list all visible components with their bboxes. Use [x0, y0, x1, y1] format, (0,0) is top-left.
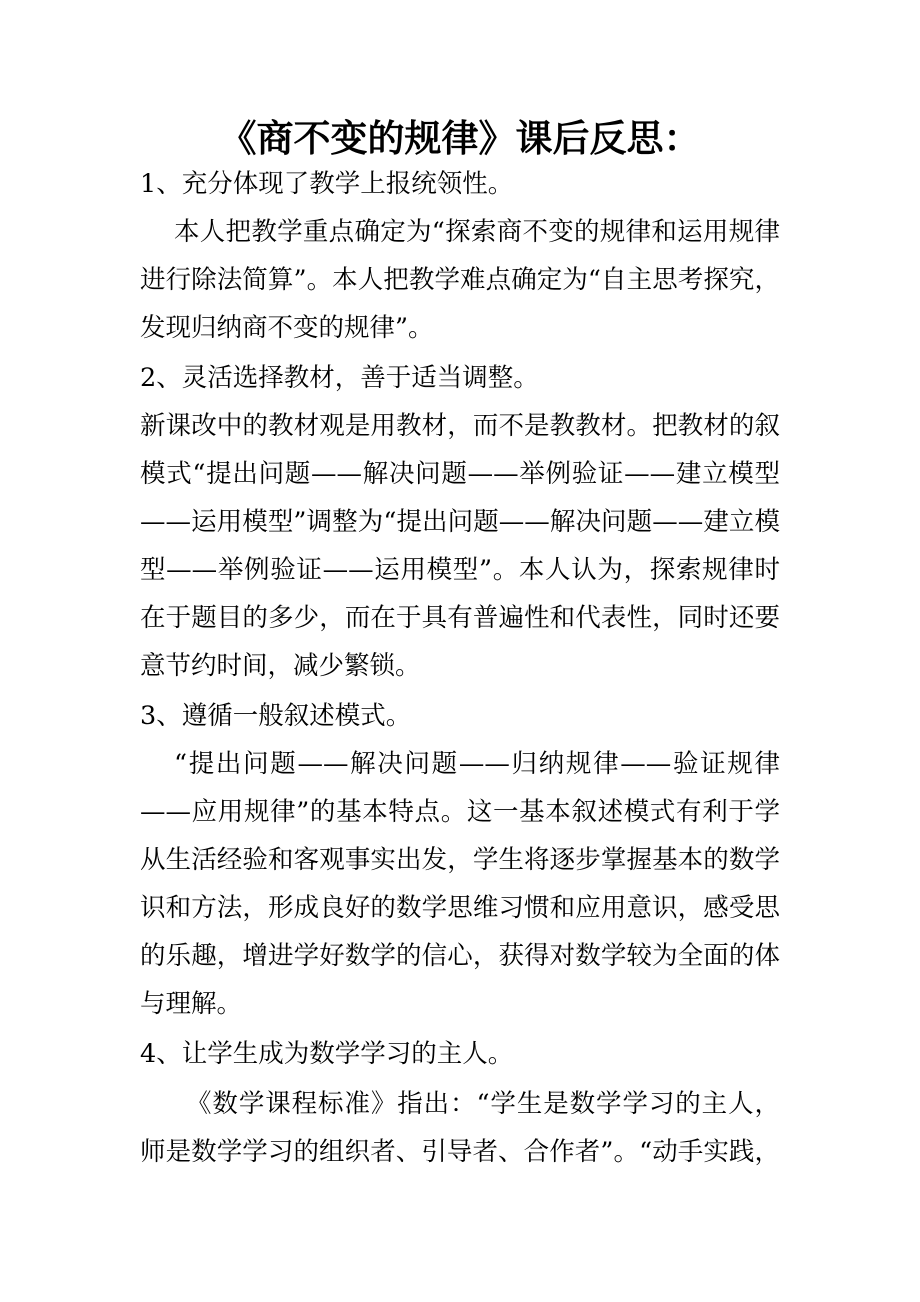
document-title: 《商不变的规律》课后反思： [219, 116, 701, 160]
heading-2: 2、灵活选择教材，善于适当调整。 [140, 363, 539, 393]
paragraph-line: 与理解。 [140, 989, 243, 1019]
paragraph-line: 的乐趣，增进学好数学的信心，获得对数学较为全面的体 [140, 941, 780, 971]
paragraph-line: 《数学课程标准》指出：“学生是数学学习的主人， [186, 1089, 780, 1119]
paragraph-line: 新课改中的教材观是用教材，而不是教教材。把教材的叙 [140, 411, 780, 441]
paragraph-line: 型——举例验证——运用模型”。本人认为，探索规律时 [140, 555, 780, 585]
paragraph-line: 意节约时间，减少繁锁。 [140, 651, 421, 681]
paragraph-line: ——应用规律”的基本特点。这一基本叙述模式有利于学 [140, 797, 780, 827]
heading-1: 1、充分体现了教学上报统领性。 [140, 169, 514, 199]
paragraph-line: ——运用模型”调整为“提出问题——解决问题——建立模 [140, 507, 780, 537]
paragraph-line: 在于题目的多少，而在于具有普遍性和代表性，同时还要 [140, 603, 780, 633]
paragraph-line: 发现归纳商不变的规律”。 [140, 313, 434, 343]
heading-3: 3、遵循一般叙述模式。 [140, 701, 412, 731]
paragraph-line: 本人把教学重点确定为“探索商不变的规律和运用规律 [174, 217, 780, 247]
paragraph-line: 从生活经验和客观事实出发，学生将逐步掌握基本的数学 [140, 845, 780, 875]
paragraph-line: 进行除法简算”。本人把教学难点确定为“自主思考探究， [140, 265, 780, 295]
paragraph-line: 师是数学学习的组织者、引导者、合作者”。“动手实践， [140, 1137, 780, 1167]
heading-4: 4、让学生成为数学学习的主人。 [140, 1039, 514, 1069]
paragraph-line: 模式“提出问题——解决问题——举例验证——建立模型 [140, 459, 780, 489]
paragraph-line: “提出问题——解决问题——归纳规律——验证规律 [174, 749, 780, 779]
paragraph-line: 识和方法，形成良好的数学思维习惯和应用意识，感受思 [140, 893, 780, 923]
